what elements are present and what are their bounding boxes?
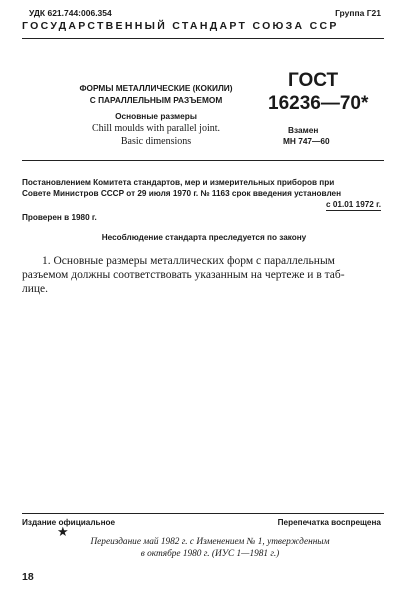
document-title-line1: ФОРМЫ МЕТАЛЛИЧЕСКИЕ (КОКИЛИ) xyxy=(79,83,233,93)
middle-divider xyxy=(22,160,384,161)
decree-line1: Постановлением Комитета стандартов, мер и измерительных приборов при xyxy=(22,178,335,187)
checked-year: Проверен в 1980 г. xyxy=(22,213,97,222)
english-title-line1: Chill moulds with parallel joint. xyxy=(91,123,221,134)
replaces-value: МН 747—60 xyxy=(283,136,330,146)
legal-notice: Несоблюдение стандарта преследуется по закону xyxy=(101,233,307,242)
bottom-divider xyxy=(22,513,384,514)
replaces-label: Взамен xyxy=(288,125,319,135)
udk-code: УДК 621.744:006.354 xyxy=(29,8,112,18)
reissue-note-line1: Переиздание май 1982 г. с Изменением № 1, утвержденным xyxy=(90,537,330,547)
state-standard-banner: ГОСУДАРСТВЕННЫЙ СТАНДАРТ СОЮЗА ССР xyxy=(22,20,339,32)
paragraph-line3: лице. xyxy=(22,283,49,295)
english-title-line2: Basic dimensions xyxy=(120,136,192,147)
reissue-note-line2: в октябре 1980 г. (ИУС 1—1981 г.) xyxy=(140,549,280,559)
page-number: 18 xyxy=(22,571,34,583)
reprint-prohibited-label: Перепечатка воспрещена xyxy=(277,518,381,527)
paragraph-line1: 1. Основные размеры металлических форм с параллельным xyxy=(42,255,335,267)
document-title-line2: С ПАРАЛЛЕЛЬНЫМ РАЗЪЕМОМ xyxy=(89,95,223,105)
gost-label: ГОСТ xyxy=(288,70,339,91)
group-code: Группа Г21 xyxy=(335,8,381,18)
official-edition-label: Издание официальное xyxy=(22,518,116,527)
effective-date: с 01.01 1972 г. xyxy=(326,200,381,209)
star-icon: ★ xyxy=(57,524,69,539)
decree-line2: Совете Министров СССР от 29 июля 1970 г. № 1163 срок введения установлен xyxy=(22,189,342,198)
top-divider xyxy=(22,38,384,39)
paragraph-line2: разъемом должны соответствовать указанным на чертеже и в таб- xyxy=(22,269,345,281)
document-subtitle: Основные размеры xyxy=(115,111,197,121)
gost-number: 16236—70* xyxy=(268,93,369,114)
